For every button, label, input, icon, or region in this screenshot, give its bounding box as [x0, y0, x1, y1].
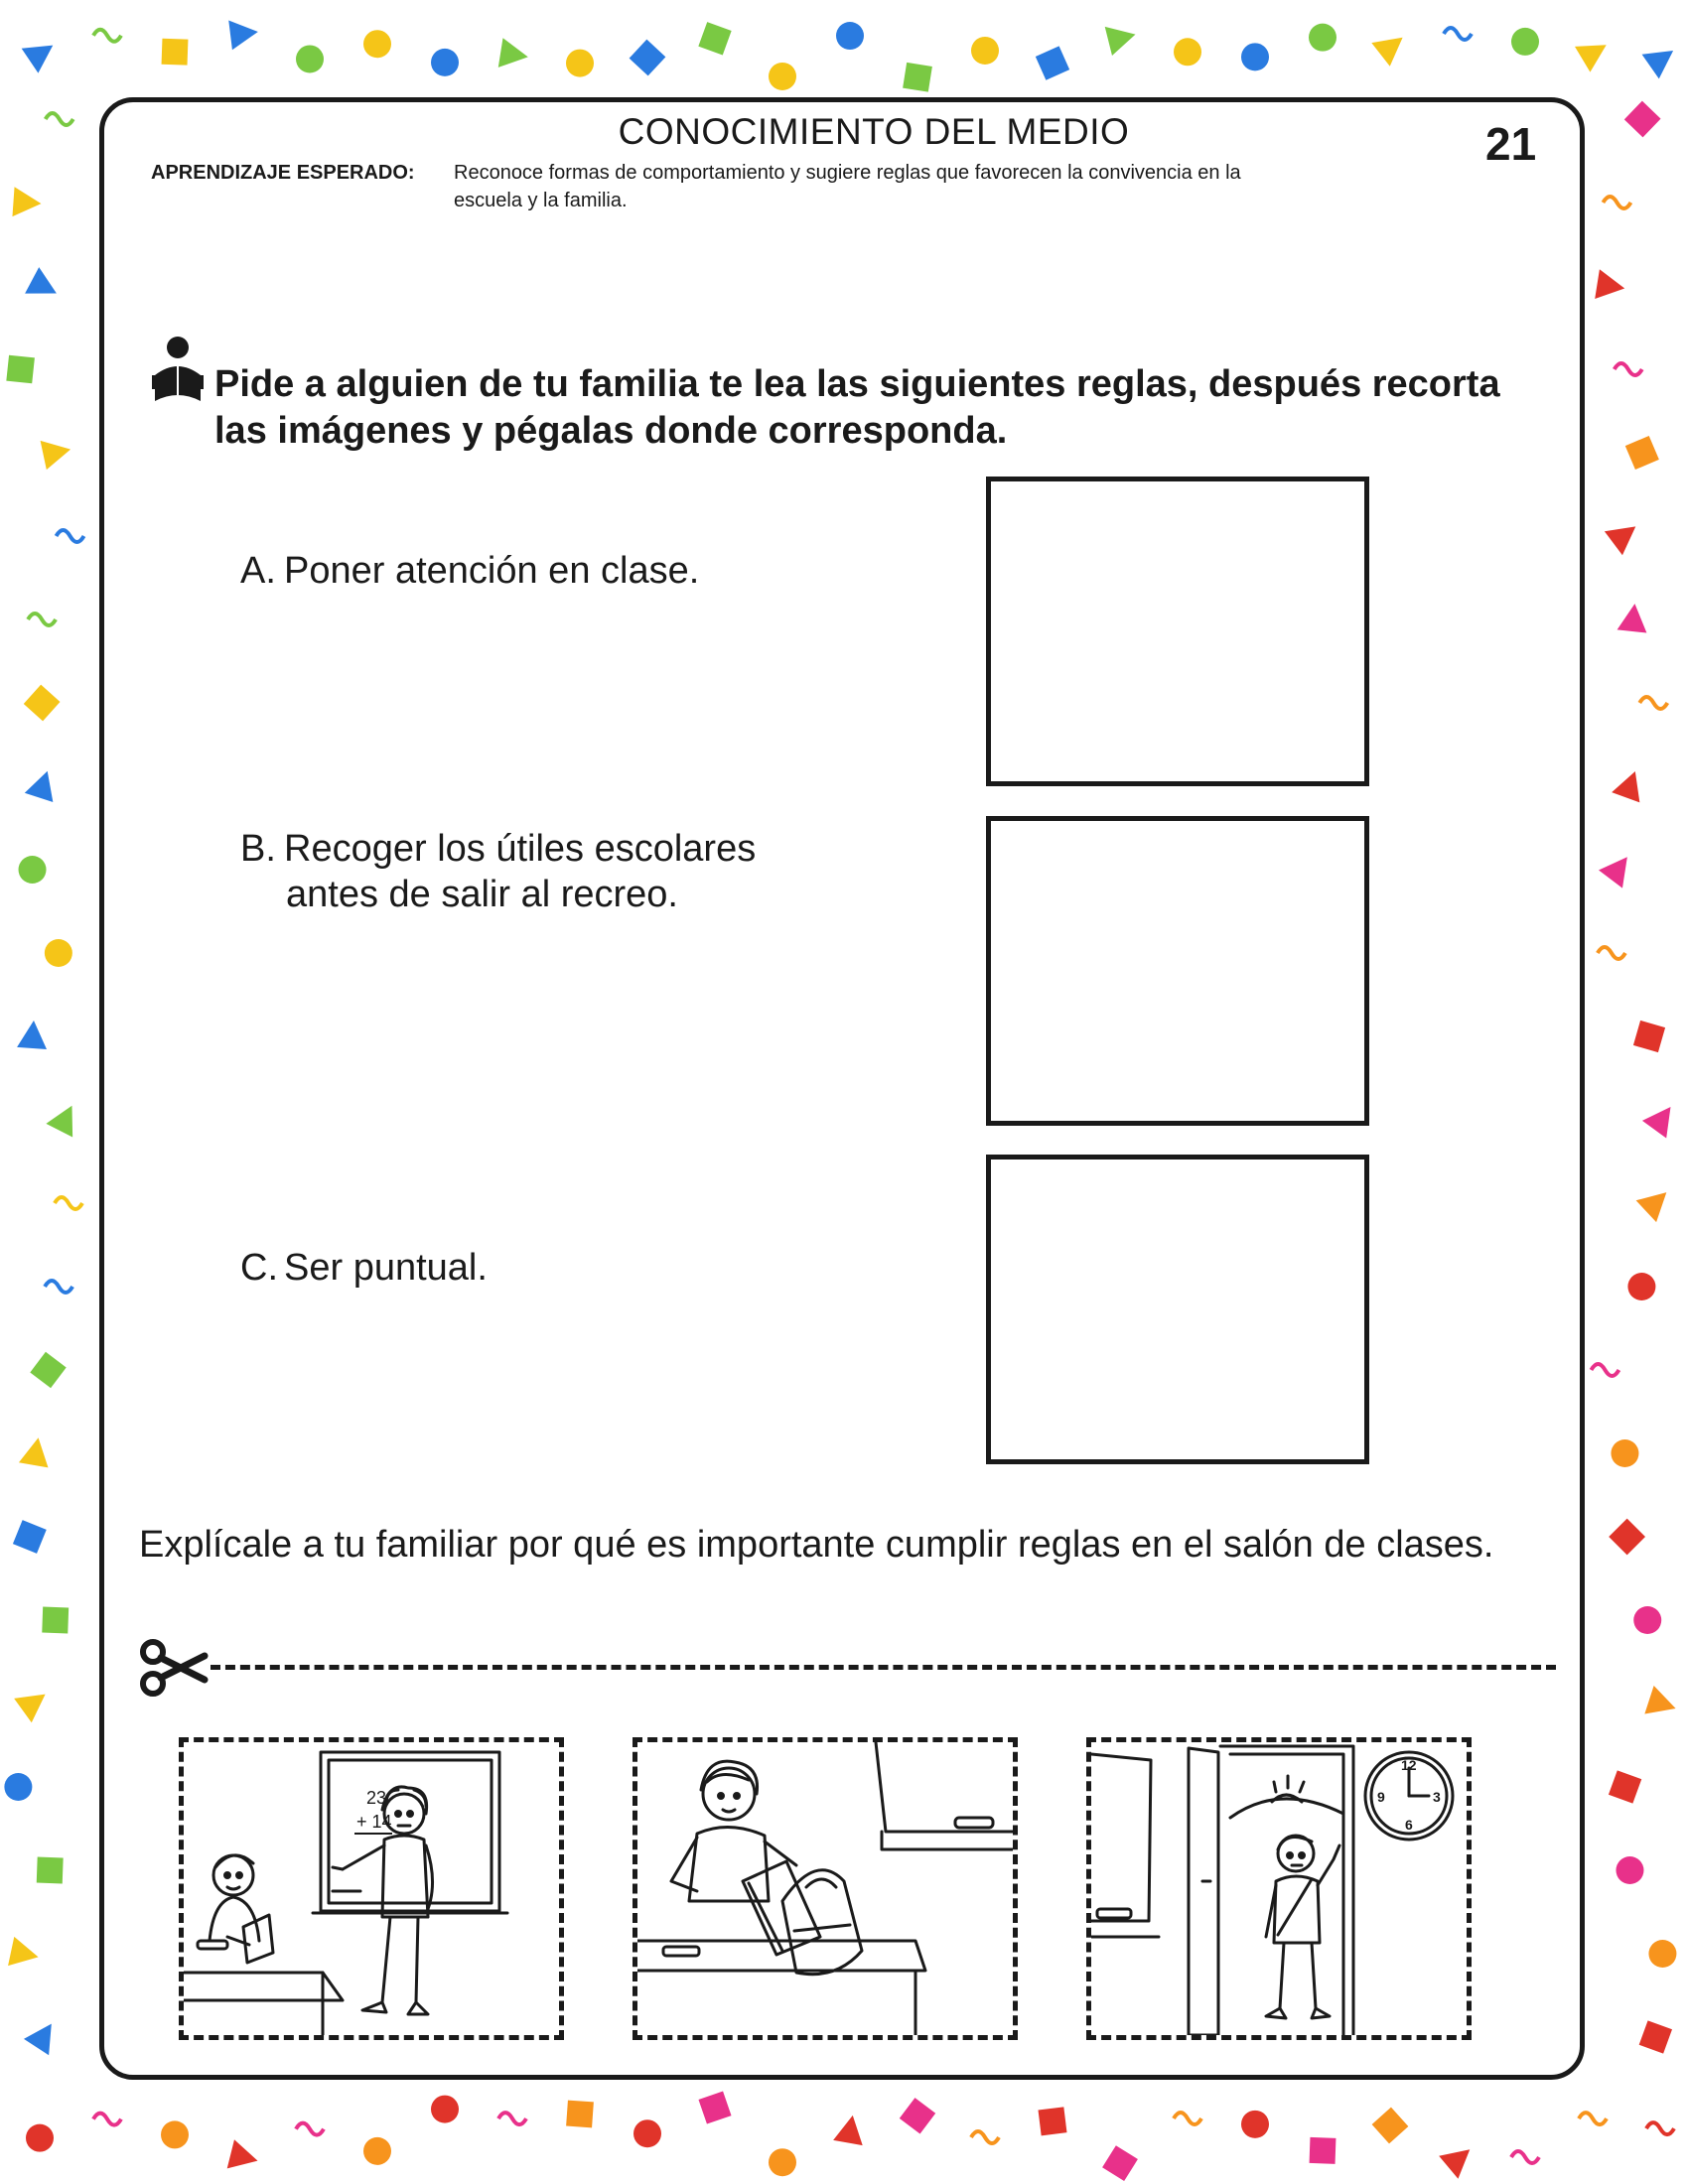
confetti-piece [1575, 32, 1614, 71]
confetti-piece [1105, 20, 1139, 56]
confetti-piece [93, 2114, 121, 2125]
confetti-piece [8, 1937, 42, 1972]
rule-text-continued: antes de salir al recreo. [286, 874, 678, 915]
confetti-piece [1511, 2151, 1539, 2163]
confetti-piece [41, 435, 74, 470]
clock-label-12: 12 [1401, 1757, 1417, 1773]
confetti-piece [57, 530, 84, 542]
confetti-piece [1595, 269, 1626, 303]
confetti-piece [1444, 28, 1472, 40]
confetti-piece [17, 1020, 49, 1049]
confetti-piece [42, 1607, 69, 1634]
confetti-piece [1625, 436, 1659, 470]
confetti-piece [1241, 2111, 1269, 2138]
confetti-piece [1579, 2113, 1607, 2124]
confetti-piece [566, 50, 594, 77]
confetti-piece [227, 2139, 261, 2175]
confetti-piece [1511, 28, 1539, 56]
confetti-piece [1310, 2137, 1336, 2164]
confetti-piece [1309, 24, 1336, 52]
instruction-text: Pide a alguien de tu familia te lea las siguientes reglas, después recorta las imágenes y pégalas donde corresponda. [214, 363, 1500, 452]
learning-objective-label: APRENDIZAJE ESPERADO: [151, 162, 415, 184]
confetti-piece [1609, 1770, 1641, 1803]
cut-line [211, 1665, 1556, 1670]
confetti-piece [162, 39, 189, 66]
confetti-piece [1603, 197, 1630, 208]
confetti-piece [1644, 1686, 1680, 1722]
rule-text: Poner atención en clase. [284, 550, 700, 592]
clock-label-9: 9 [1377, 1789, 1385, 1805]
learning-objective-line-2: escuela y la familia. [454, 190, 628, 211]
confetti-piece [25, 267, 64, 307]
rule-text: Recoger los útiles escolares [284, 828, 757, 870]
confetti-piece [14, 1682, 54, 1722]
cutout-image-supplies[interactable] [633, 1737, 1018, 2040]
paste-box-a[interactable] [986, 477, 1369, 786]
confetti-piece [1371, 26, 1412, 67]
confetti-piece [363, 2137, 391, 2165]
confetti-piece [1612, 766, 1649, 803]
confetti-piece [1609, 1519, 1645, 1556]
rule-letter: A. [240, 550, 276, 592]
confetti-piece [1646, 2122, 1674, 2134]
confetti-piece [296, 45, 324, 72]
confetti-piece [45, 1281, 72, 1293]
rule-text: Ser puntual. [284, 1247, 488, 1289]
supplies-illustration [637, 1742, 1013, 2035]
confetti-piece [1616, 1856, 1643, 1884]
confetti-piece [1633, 1606, 1661, 1634]
confetti-piece [30, 1352, 66, 1388]
confetti-piece [1611, 1439, 1638, 1467]
confetti-piece [1036, 46, 1069, 79]
rule-b [240, 826, 756, 917]
paste-box-c[interactable] [986, 1155, 1369, 1464]
confetti-piece [1627, 1273, 1655, 1300]
confetti-piece [498, 2113, 526, 2124]
page-number: 21 [1485, 118, 1537, 170]
attention-illustration [184, 1742, 559, 2035]
confetti-piece [161, 2120, 189, 2148]
confetti-piece [1372, 2108, 1409, 2144]
learning-objective [151, 159, 1342, 211]
confetti-piece [769, 2148, 796, 2176]
confetti-piece [12, 187, 42, 218]
confetti-piece [24, 685, 61, 722]
confetti-piece [630, 40, 666, 76]
confetti-piece [1599, 848, 1639, 887]
confetti-piece [1642, 39, 1682, 79]
reading-person-icon [149, 336, 207, 413]
confetti-piece [1648, 1940, 1676, 1968]
confetti-piece [1633, 1021, 1665, 1052]
confetti-piece [1439, 2138, 1479, 2179]
confetti-piece [1615, 363, 1642, 375]
cutout-image-punctual[interactable] [1086, 1737, 1472, 2040]
confetti-piece [1642, 1098, 1683, 1138]
clock-label-3: 3 [1433, 1789, 1441, 1805]
confetti-piece [37, 1857, 64, 1884]
confetti-piece [1174, 2113, 1201, 2124]
punctual-illustration [1091, 1742, 1467, 2035]
confetti-piece [296, 2123, 324, 2135]
scissors-icon [139, 1638, 209, 1698]
confetti-piece [971, 2131, 999, 2143]
board-number-top: 23 [366, 1788, 387, 1808]
confetti-piece [431, 49, 459, 76]
confetti-piece [431, 2096, 459, 2123]
confetti-piece [24, 2015, 64, 2055]
confetti-piece [45, 939, 72, 967]
confetti-piece [46, 1099, 84, 1138]
rule-letter: C. [240, 1247, 278, 1289]
rule-a [240, 548, 699, 594]
confetti-piece [1241, 43, 1269, 70]
confetti-piece [228, 17, 259, 50]
paste-box-b[interactable] [986, 816, 1369, 1126]
confetti-piece [22, 33, 62, 73]
confetti-piece [55, 1197, 82, 1209]
confetti-piece [769, 63, 796, 90]
confetti-piece [566, 2101, 594, 2128]
confetti-piece [1639, 697, 1667, 709]
confetti-piece [363, 30, 391, 58]
learning-objective-line-1: Reconoce formas de comportamiento y sugiere reglas que favorecen la convivencia en la [454, 162, 1241, 184]
learning-objective-text [454, 159, 1347, 214]
confetti-piece [1636, 1181, 1677, 1222]
confetti-piece [1174, 38, 1201, 66]
confetti-piece [498, 38, 530, 71]
confetti-piece [1598, 947, 1625, 959]
confetti-piece [633, 2119, 661, 2147]
confetti-piece [1639, 2020, 1672, 2053]
confetti-piece [28, 614, 56, 625]
confetti-piece [1102, 2145, 1138, 2181]
confetti-piece [93, 30, 121, 42]
confetti-piece [6, 355, 35, 384]
confetti-piece [26, 2124, 54, 2152]
confetti-piece [13, 1520, 47, 1554]
confetti-piece [4, 1773, 32, 1801]
explain-text: Explícale a tu familiar por qué es importante cumplir reglas en el salón de clases. [139, 1524, 1494, 1566]
confetti-piece [19, 856, 47, 884]
rule-letter: B. [240, 828, 276, 870]
confetti-piece [1618, 603, 1650, 633]
confetti-piece [1039, 2107, 1067, 2135]
page-title: CONOCIMIENTO DEL MEDIO [618, 111, 1130, 152]
confetti-piece [971, 37, 999, 65]
confetti-piece [698, 2091, 731, 2123]
rule-c [240, 1245, 488, 1291]
clock-label-6: 6 [1405, 1817, 1413, 1833]
confetti-piece [1605, 514, 1644, 555]
confetti-piece [903, 63, 932, 92]
confetti-piece [698, 22, 731, 55]
confetti-piece [836, 22, 864, 50]
confetti-piece [19, 1435, 53, 1468]
cutout-image-attention[interactable] [179, 1737, 564, 2040]
confetti-piece [25, 766, 62, 802]
board-number-bottom: + 14 [356, 1812, 392, 1832]
confetti-piece [1591, 1364, 1618, 1376]
confetti-piece [900, 2098, 935, 2133]
confetti-piece [833, 2113, 867, 2145]
